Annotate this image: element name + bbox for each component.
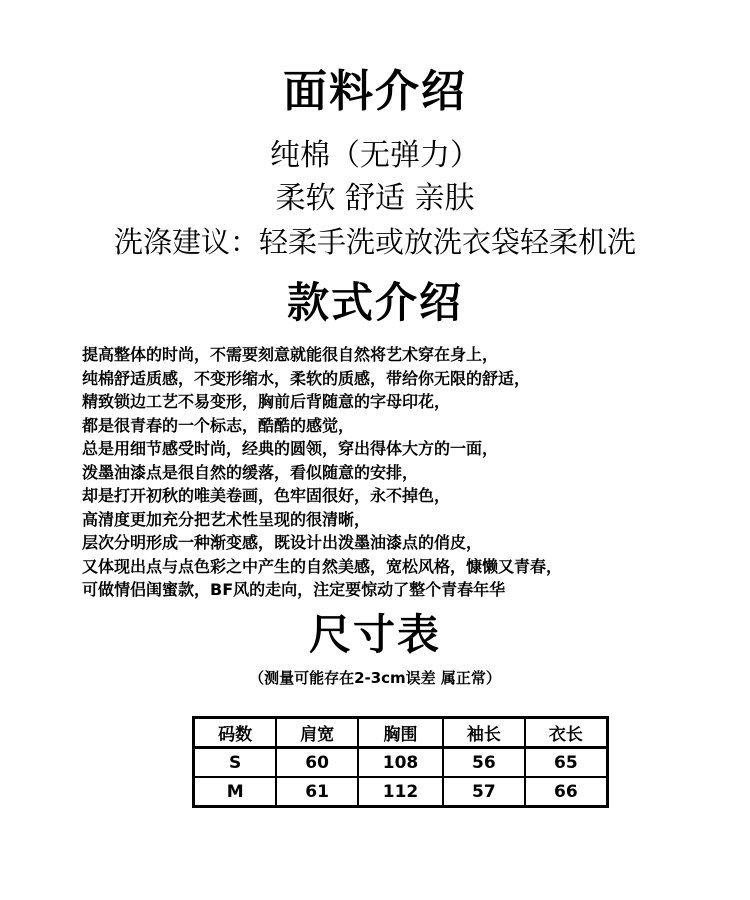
column-header-sleeve: 袖长	[443, 718, 525, 748]
style-description-line: 却是打开初秋的唯美卷画，色牢固很好，永不掉色，	[82, 486, 451, 505]
style-description-line: 可做情侣闺蜜款，BF风的走向，注定要惊动了整个青春年华	[82, 580, 506, 599]
style-description-line: 精致锁边工艺不易变形，胸前后背随意的字母印花，	[82, 392, 451, 411]
style-heading: 款式介绍	[286, 278, 463, 327]
table-cell: 65	[525, 748, 608, 778]
measurement-note: （测量可能存在2-3cm误差 属正常）	[249, 669, 501, 687]
table-cell: 66	[525, 777, 608, 807]
style-description-line: 又体现出点与点色彩之中产生的自然美感，宽松风格，慷懒又青春，	[82, 556, 563, 576]
fabric-heading: 面料介绍	[283, 66, 467, 117]
style-description-line: 高清度更加充分把艺术性呈现的很清晰，	[82, 509, 371, 529]
table-row	[194, 777, 608, 807]
table-cell: 57	[443, 777, 525, 807]
column-header-chest: 胸围	[358, 718, 443, 748]
column-header-size: 码数	[194, 718, 277, 748]
table-header-row	[194, 718, 608, 748]
style-description-line: 总是用细节感受时尚，经典的圆领，穿出得体大方的一面，	[82, 439, 499, 458]
washing-advice-line: 洗涤建议：轻柔手洗或放洗衣袋轻柔机洗	[113, 225, 636, 259]
table-row	[194, 748, 608, 778]
fabric-feel-line: 柔软 舒适 亲肤	[275, 181, 475, 216]
table-cell: 112	[358, 777, 443, 807]
style-description-line: 层次分明形成一种渐变感，既设计出泼墨油漆点的俏皮，	[82, 533, 483, 552]
table-cell: S	[194, 748, 277, 778]
fabric-material-line: 纯棉（无弹力）	[270, 138, 480, 173]
table-cell: 60	[276, 748, 358, 778]
size-table	[192, 716, 609, 808]
style-description-line: 泼墨油漆点是很自然的缓落，看似随意的安排，	[82, 462, 419, 482]
table-cell: 108	[358, 748, 443, 778]
style-description-line: 纯棉舒适质感，不变形缩水，柔软的质感，带给你无限的舒适，	[82, 368, 531, 388]
style-description	[82, 343, 722, 602]
column-header-shoulder: 肩宽	[276, 718, 358, 748]
table-cell: 56	[443, 748, 525, 778]
table-cell: M	[194, 777, 277, 807]
style-description-line: 提高整体的时尚，不需要刻意就能很自然将艺术穿在身上，	[82, 345, 499, 364]
style-description-line: 都是很青春的一个标志，酷酷的感觉，	[82, 415, 355, 435]
column-header-length: 衣长	[525, 718, 608, 748]
size-chart-heading: 尺寸表	[308, 610, 441, 659]
table-cell: 61	[276, 777, 358, 807]
